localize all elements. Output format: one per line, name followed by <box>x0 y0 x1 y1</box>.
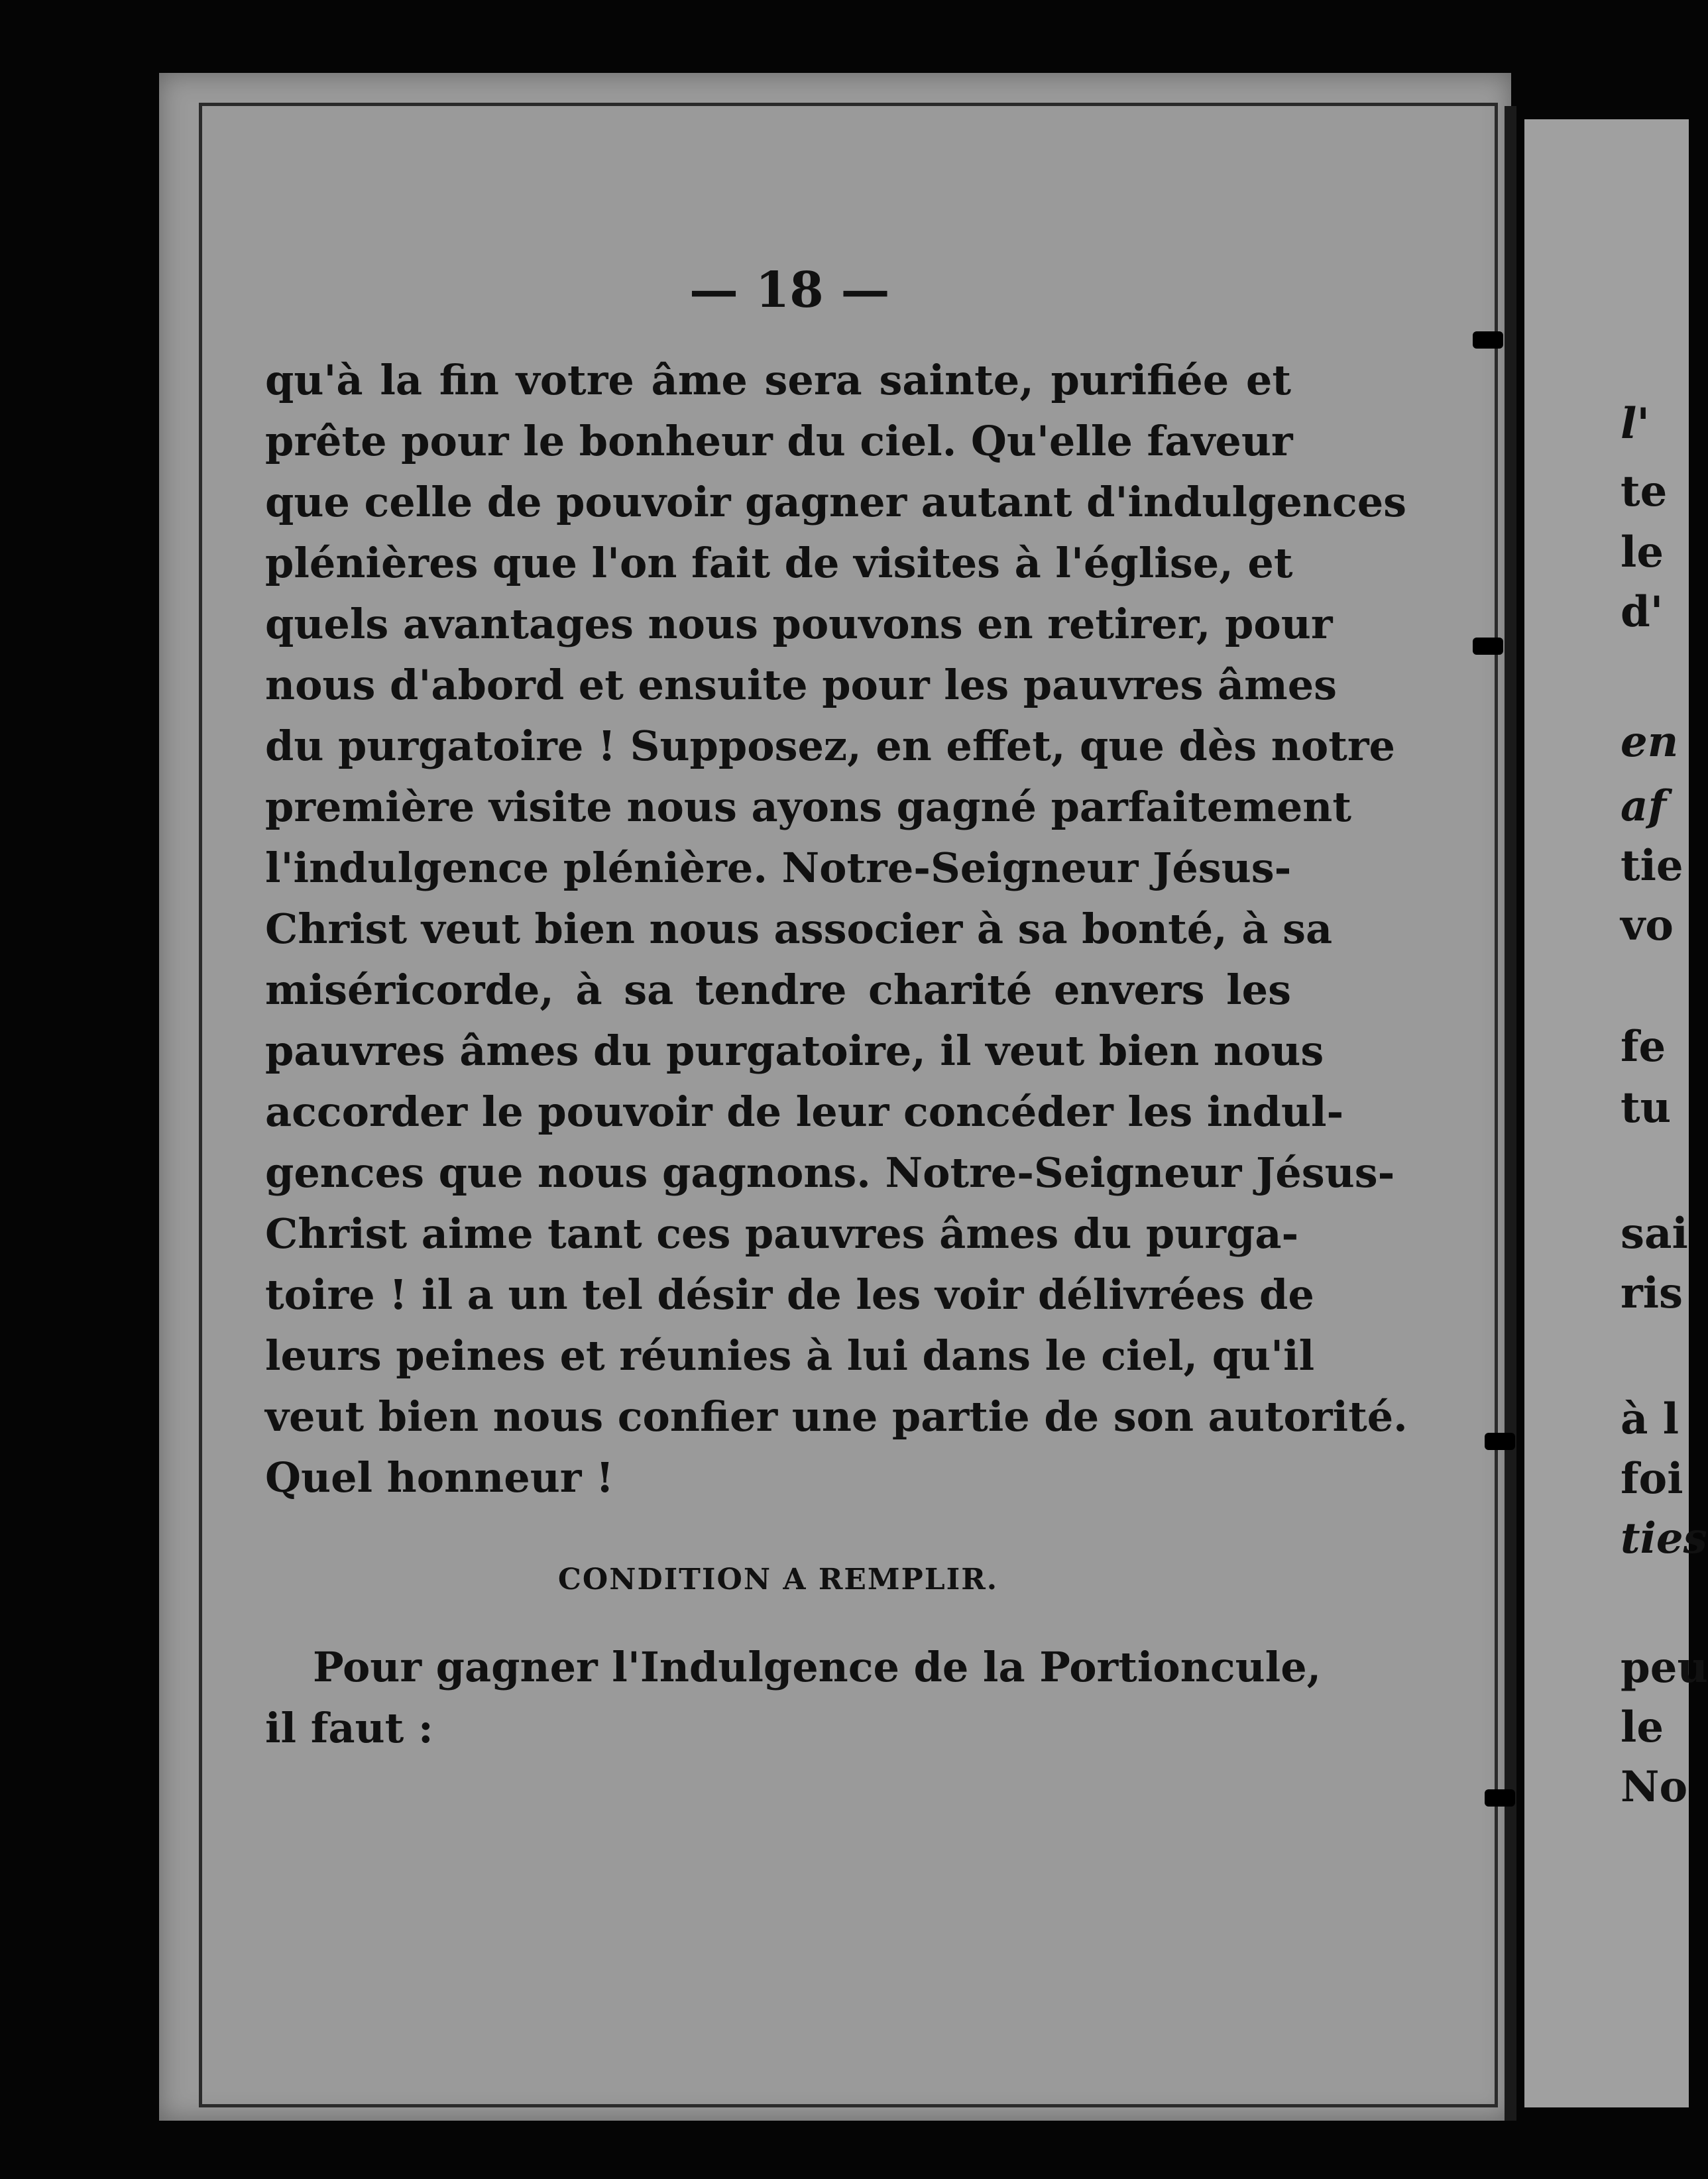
text-line: Pour gagner l'Indulgence de la Portioncule, <box>313 1643 1322 1691</box>
section-heading: CONDITION A REMPLIR. <box>557 1563 999 1596</box>
binding-mark <box>1485 1433 1515 1450</box>
text-line: prête pour le bonheur du ciel. Qu'elle faveur <box>265 417 1293 465</box>
right-fragment: vo <box>1621 901 1674 950</box>
right-fragment: ris <box>1621 1268 1683 1318</box>
text-line: quels avantages nous pouvons en retirer, pour <box>265 600 1333 648</box>
page-number: — 18 — <box>689 262 890 319</box>
body-paragraph <box>265 350 1408 1508</box>
right-fragment: No <box>1621 1762 1688 1812</box>
right-fragment: te <box>1621 467 1668 516</box>
right-fragment: af <box>1621 781 1666 831</box>
text-line: Christ veut bien nous associer à sa bonté, à sa <box>265 905 1333 953</box>
binding-mark <box>1473 331 1503 349</box>
text-line: toire ! il a un tel désir de les voir délivrées de <box>265 1270 1314 1319</box>
right-fragment: peu <box>1621 1643 1708 1693</box>
right-fragment: en <box>1621 717 1679 767</box>
right-fragment: tu <box>1621 1083 1672 1133</box>
binding-mark <box>1485 1789 1515 1807</box>
right-fragment: le <box>1621 1703 1664 1752</box>
right-fragment: foi <box>1621 1454 1683 1504</box>
text-line: Christ aime tant ces pauvres âmes du purga- <box>265 1209 1299 1258</box>
text-line: leurs peines et réunies à lui dans le ciel, qu'il <box>265 1331 1315 1380</box>
text-line: veut bien nous confier une partie de son autorité. <box>265 1392 1408 1441</box>
text-line: qu'à la fin votre âme sera sainte, purifiée et <box>265 356 1291 404</box>
section-paragraph <box>265 1637 1322 1759</box>
text-line: l'indulgence plénière. Notre-Seigneur Jésus- <box>265 844 1292 892</box>
right-fragment: sai <box>1621 1209 1688 1258</box>
right-fragment: tie <box>1621 841 1683 891</box>
right-fragment: fe <box>1621 1022 1666 1072</box>
text-line: pauvres âmes du purgatoire, il veut bien nous <box>265 1027 1324 1075</box>
text-line: miséricorde, à sa tendre charité envers les <box>265 966 1291 1014</box>
text-line: plénières que l'on fait de visites à l'église, et <box>265 539 1293 587</box>
right-fragment: le <box>1621 528 1664 577</box>
text-line: première visite nous ayons gagné parfaitement <box>265 783 1352 831</box>
text-line: il faut : <box>265 1704 433 1752</box>
text-line: Quel honneur ! <box>265 1453 614 1502</box>
right-fragment: ties <box>1621 1514 1707 1563</box>
text-line: accorder le pouvoir de leur concéder les indul- <box>265 1088 1344 1136</box>
right-fragment: à l <box>1621 1394 1680 1444</box>
text-line: que celle de pouvoir gagner autant d'indulgences <box>265 478 1407 526</box>
text-line: gences que nous gagnons. Notre-Seigneur Jésus- <box>265 1148 1395 1197</box>
text-line: du purgatoire ! Supposez, en effet, que dès notre <box>265 722 1395 770</box>
text-line: nous d'abord et ensuite pour les pauvres âmes <box>265 661 1338 709</box>
book-spine <box>1505 106 1516 2121</box>
binding-mark <box>1473 638 1503 655</box>
right-page-fragment <box>1524 119 1708 2107</box>
right-fragment: l' <box>1621 399 1650 449</box>
right-fragment: d' <box>1621 587 1664 637</box>
